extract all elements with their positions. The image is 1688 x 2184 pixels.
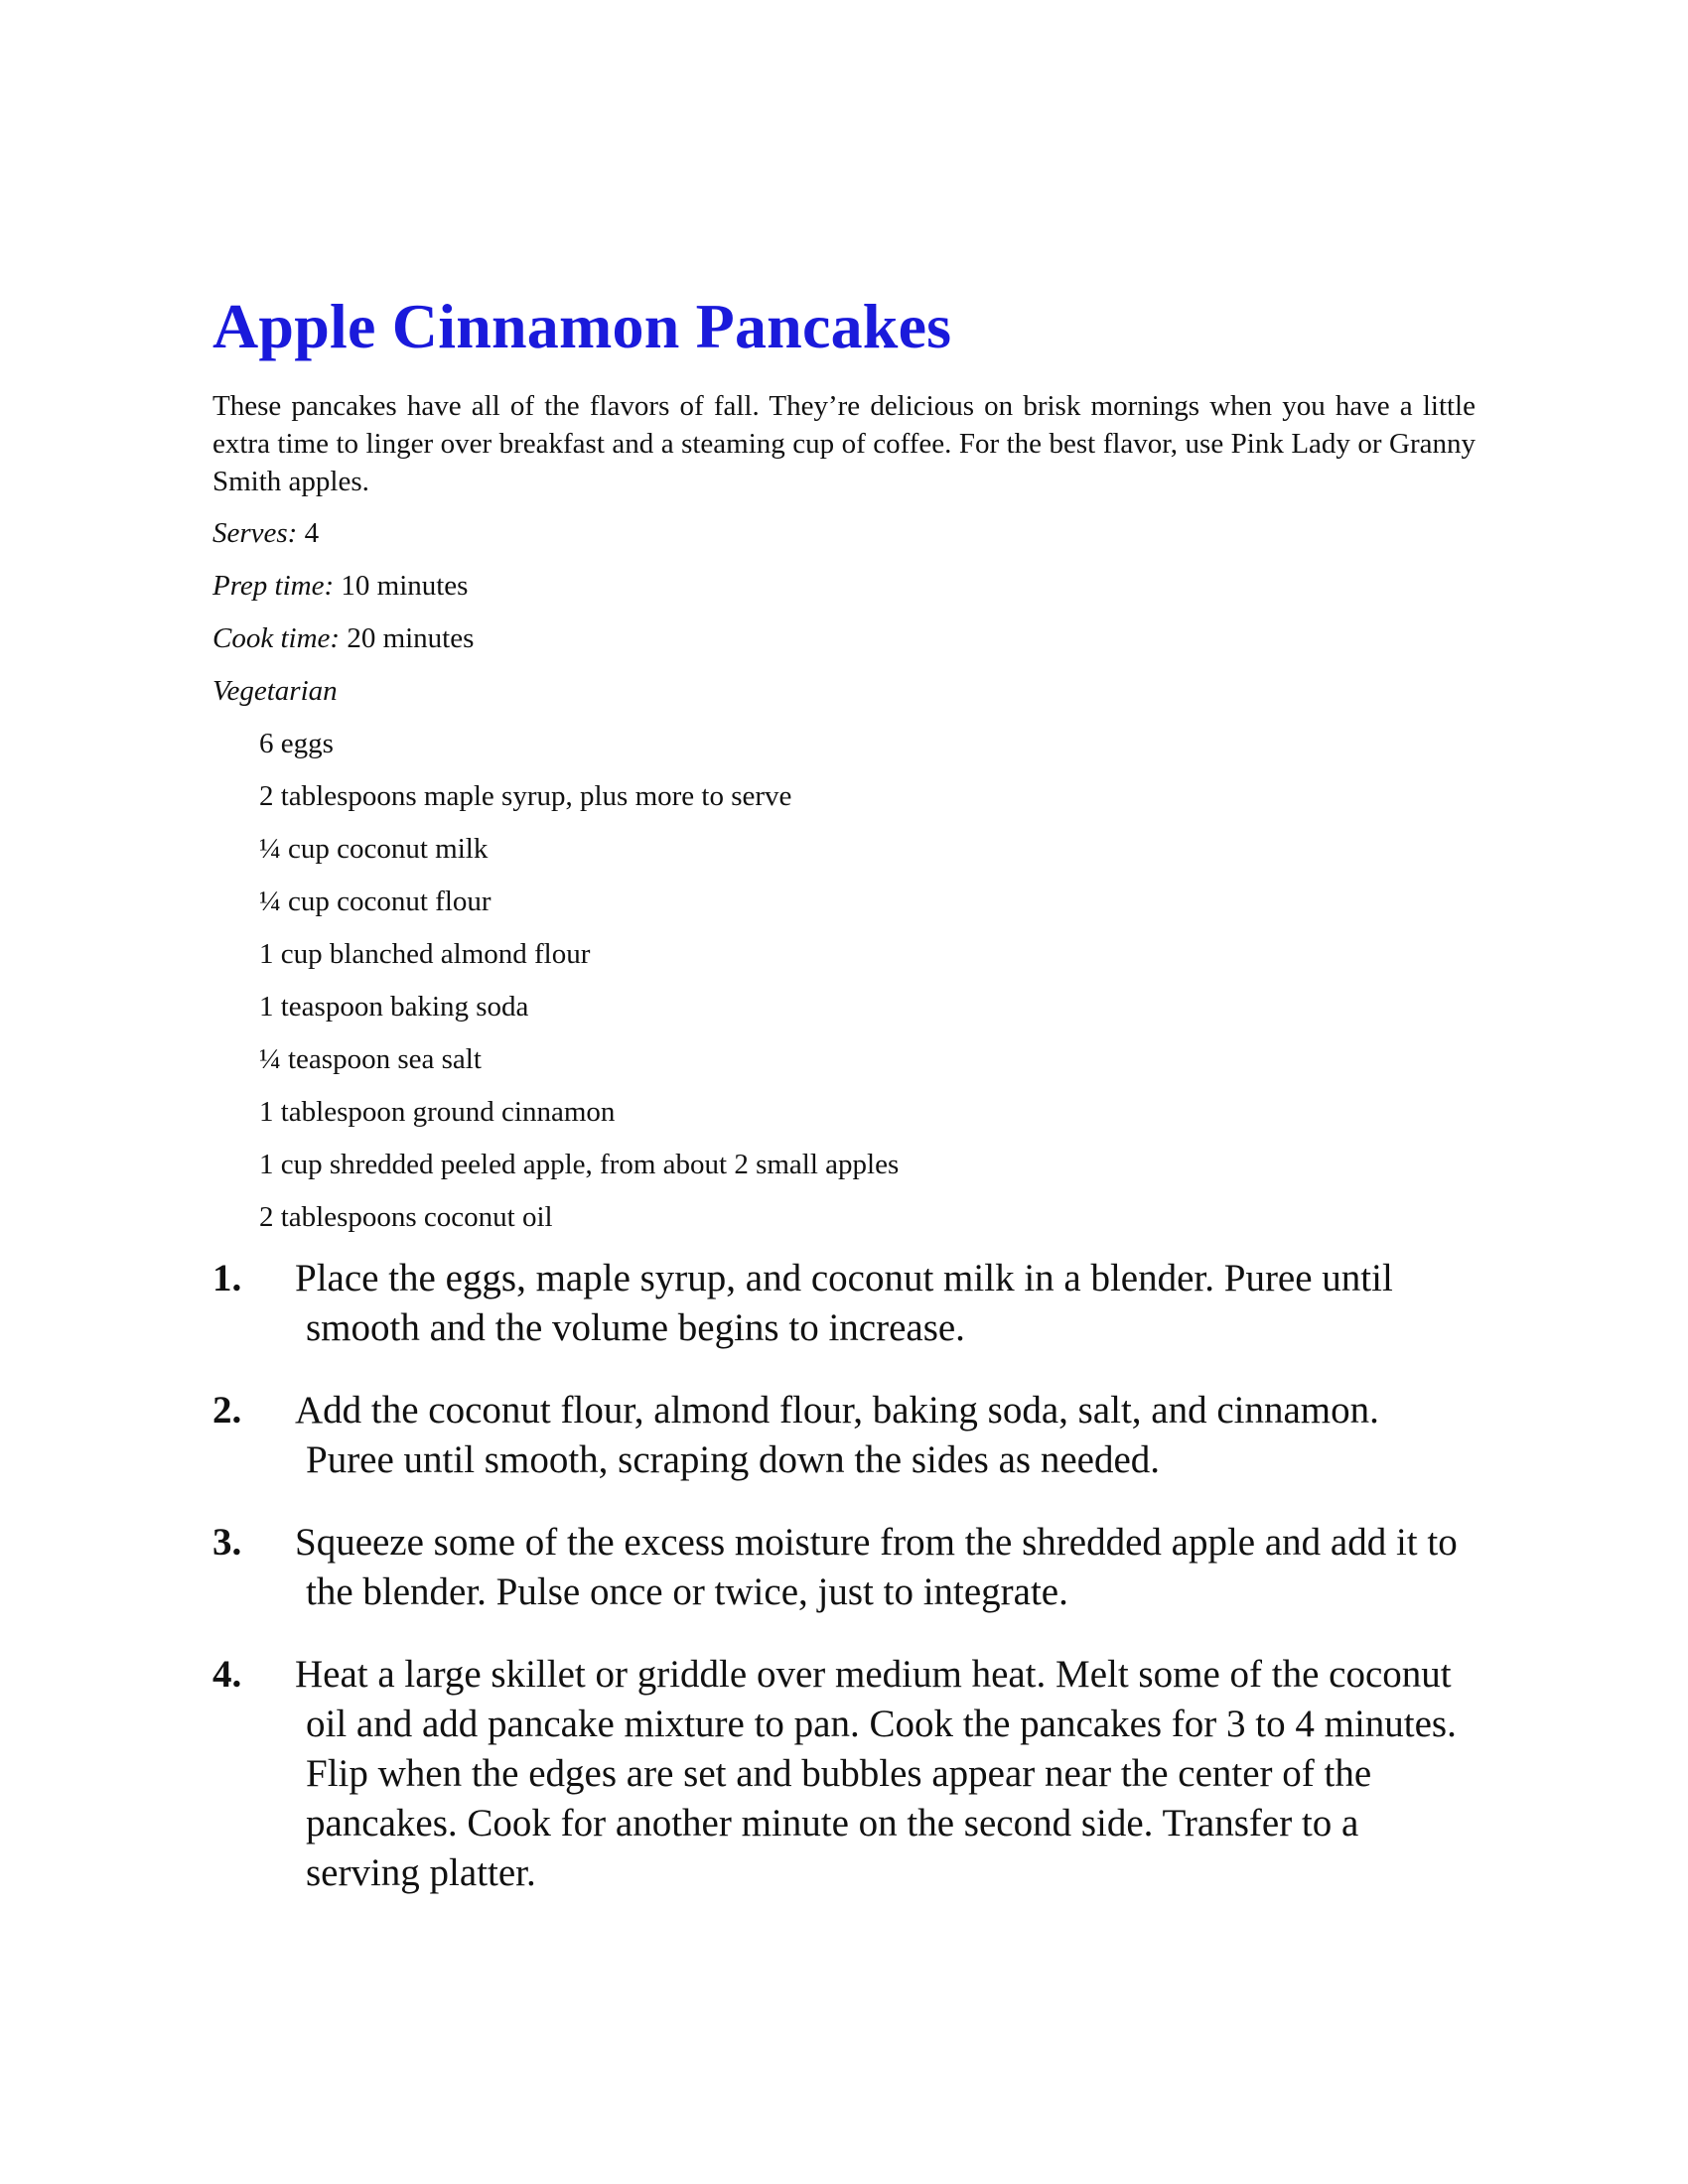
prep-time-value: 10 minutes bbox=[341, 570, 469, 602]
ingredient-item: ¼ cup coconut flour bbox=[259, 886, 492, 917]
instruction-step bbox=[212, 1518, 1474, 1617]
instruction-step bbox=[212, 1254, 1474, 1353]
diet-line bbox=[212, 672, 1476, 710]
ingredient-item: 1 cup shredded peeled apple, from about 2 small apples bbox=[259, 1149, 900, 1180]
step-text: Heat a large skillet or griddle over medium heat. Melt some of the coconut oil and add pancake mixture to pan. Cook the pancakes for 3 to 4 minutes. Flip when the edges are set and bubbles appear near the center of the pancakes. Cook for another minute on the second side. Transfer to a serving platter. bbox=[295, 1653, 1457, 1894]
step-number: 2. bbox=[212, 1389, 242, 1432]
step-number: 4. bbox=[212, 1653, 242, 1696]
ingredient-item: 1 cup blanched almond flour bbox=[259, 938, 591, 970]
step-text: Add the coconut flour, almond flour, baking soda, salt, and cinnamon. Puree until smooth, scraping down the sides as needed. bbox=[295, 1389, 1379, 1481]
instruction-step bbox=[212, 1650, 1474, 1898]
serves-line bbox=[212, 514, 1476, 552]
ingredient-item: ¼ teaspoon sea salt bbox=[259, 1043, 482, 1075]
ingredient-item: 2 tablespoons coconut oil bbox=[259, 1201, 553, 1233]
prep-time-label: Prep time: bbox=[212, 570, 335, 602]
ingredient-item: 2 tablespoons maple syrup, plus more to serve bbox=[259, 780, 792, 812]
serves-label: Serves: bbox=[212, 517, 298, 549]
recipe-intro: These pancakes have all of the flavors of fall. They’re delicious on brisk mornings when you have a little extra time to linger over breakfast and a steaming cup of coffee. For the best flavor, use Pink Lady or Granny Smith apples. bbox=[212, 390, 1476, 497]
recipe-title: Apple Cinnamon Pancakes bbox=[212, 291, 952, 361]
recipe-page bbox=[212, 288, 1476, 1931]
ingredient-item: 6 eggs bbox=[259, 728, 334, 759]
cook-time-line bbox=[212, 619, 1476, 657]
ingredient-item: 1 teaspoon baking soda bbox=[259, 991, 529, 1023]
instruction-list bbox=[212, 1254, 1474, 1898]
ingredient-item: ¼ cup coconut milk bbox=[259, 833, 489, 865]
instruction-step bbox=[212, 1386, 1474, 1485]
diet-label: Vegetarian bbox=[212, 675, 338, 707]
step-text: Place the eggs, maple syrup, and coconut milk in a blender. Puree until smooth and the volume begins to increase. bbox=[295, 1257, 1393, 1349]
prep-time-line bbox=[212, 567, 1476, 605]
step-number: 1. bbox=[212, 1257, 242, 1299]
cook-time-label: Cook time: bbox=[212, 622, 341, 654]
cook-time-value: 20 minutes bbox=[347, 622, 475, 654]
ingredient-item: 1 tablespoon ground cinnamon bbox=[259, 1096, 616, 1128]
step-number: 3. bbox=[212, 1521, 242, 1564]
serves-value: 4 bbox=[304, 517, 320, 549]
ingredient-list bbox=[212, 725, 1476, 1236]
step-text: Squeeze some of the excess moisture from the shredded apple and add it to the blender. Pulse once or twice, just to integrate. bbox=[295, 1521, 1458, 1613]
